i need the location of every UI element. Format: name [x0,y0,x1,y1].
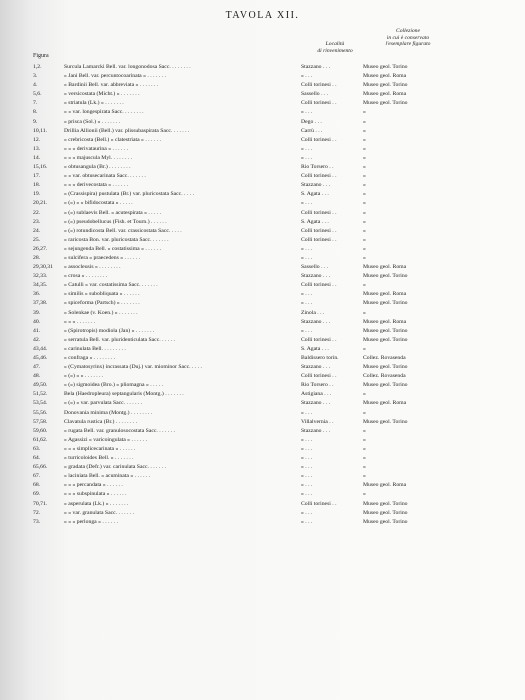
collection: Museo geol. Torino [363,364,408,371]
table-row [33,190,463,199]
collection: Museo geol. Roma [363,73,407,80]
species-name: » Solenkae (v. Koen.) » . . . . . . . [64,309,138,316]
species-name: » » » derivecostata » . . . . . . [64,182,129,189]
figure-number: 45,46. [33,355,48,361]
table-row [33,163,463,172]
locality: Stazzano . . . [301,400,331,407]
figure-number: 36. [33,291,41,298]
table-row [33,445,463,454]
collection: » [363,245,366,252]
table-row [33,281,463,290]
table-row [33,418,463,427]
locality: Baldissero torin. [301,355,339,361]
figure-number: 61,62. [33,436,48,443]
locality: » . . . [301,473,313,480]
species-name: » confraga » . . . . . . . . [64,355,116,361]
locality: » . . . [301,445,313,452]
collection: Museo geol. Roma [363,482,407,489]
locality: » . . . [301,464,313,471]
table-row [33,218,463,227]
collection: Museo geol. Torino [363,327,408,334]
species-name: » Agassizi » varicoingulata » . . . . . . [64,436,148,443]
collection: » [363,109,366,116]
figure-number: 24. [33,227,41,234]
figure-number: 13. [33,145,41,152]
figure-number: 10,11. [33,127,48,134]
collection: Museo geol. Torino [363,336,408,343]
figure-number: 25. [33,236,41,243]
table-row [33,390,463,399]
locality: Zinola . . . [301,309,325,316]
table-row [33,336,463,345]
table-row [33,245,463,254]
table-row [33,481,463,490]
table-row [33,254,463,263]
figure-number: 68. [33,482,41,489]
species-name: » Jani Bell. var. percuntocoarinata » . . . . . . . [64,73,166,80]
collection: Museo geol. Torino [363,500,408,507]
figure-number: 43,44. [33,345,48,352]
header-collezione-line1: Collezione [396,28,420,34]
species-name: Surcula Lamarcki Bell. var. longonodosa Sacc. . . . . . . . [64,64,191,70]
figure-number: 65,66. [33,464,48,471]
locality: Stazzano . . . [301,364,331,371]
locality: S. Agata . . . [301,191,329,198]
table-row [33,372,463,381]
table-row [33,509,463,518]
table-row [33,409,463,418]
locality: » . . . [301,254,313,261]
locality: Stazzano . . . [301,182,331,189]
table-row [33,454,463,463]
collection: » [363,473,366,480]
figure-number: 7. [33,100,38,107]
table-row [33,127,463,136]
collection: » [363,464,366,471]
species-name: » (Cymatosyrinx) incrassata (Duj.) var. miominor Sacc. . . . . [64,364,202,371]
collection: » [363,227,366,234]
collection: Museo geol. Torino [363,64,408,70]
collection: » [363,491,366,498]
collection: Museo geol. Roma [363,264,407,271]
species-name: » serratula Bell. var. pluridenticulata Sacc. . . . . . [64,336,175,343]
collection: Museo geol. Torino [363,382,408,389]
table-row [33,327,463,336]
collection: Museo geol. Roma [363,91,407,98]
locality: » . . . [301,327,313,334]
collection: Museo geol. Torino [363,509,408,516]
collection: » [363,127,366,134]
collection: » [363,191,366,198]
table-row [33,145,463,154]
locality: Astigiana . . . [301,391,332,398]
header-localita-line2: di rinvenimento [317,47,353,54]
figure-number: 18. [33,182,41,189]
table-row [33,154,463,163]
table-row [33,272,463,281]
table-row [33,181,463,190]
locality: » . . . [301,455,313,462]
table-row [33,199,463,208]
header-collezione-line2: in cui è conservato [386,34,430,41]
species-name: » prisca (Sol.) » . . . . . . . [64,118,121,125]
locality: Carrù . . . [301,127,323,134]
locality: Colli torinesi . . [301,336,337,343]
locality: Colli torinesi . . [301,173,337,180]
locality: » . . . [301,518,313,525]
figure-number: 1,2. [33,64,42,70]
table-row [33,381,463,390]
species-name: » » var. obtusecarinata Sacc. . . . . . . [64,173,146,180]
table-row [33,99,463,108]
species-name: » (») » » . . . . . . . [64,373,104,380]
collection: » [363,118,366,125]
species-name: » (») sigmoidea (Bro.) » pliomagna » . . . . . [64,382,164,389]
species-name: » turricoloides Bell. » . . . . . . . [64,455,134,462]
locality: » . . . [301,109,313,116]
species-name: Donovania minima (Montg.) . . . . . . . . [64,409,153,416]
collection: » [363,445,366,452]
species-name: » » » majuscula Myl. . . . . . . . [64,154,133,161]
figure-number: 57,58. [33,418,48,425]
species-name: » (») sublaevis Bell. » acutespirata » . . . . . [64,209,162,216]
table-row [33,81,463,90]
locality: Colli torinesi . . [301,373,337,380]
table-row [33,399,463,408]
collection: » [363,154,366,161]
figure-number: 34,35. [33,282,48,289]
page-title: TAVOLA XII. [225,10,300,21]
collection: » [363,427,366,434]
header-localita [300,41,370,54]
table-row [33,299,463,308]
figure-number: 63. [33,445,41,452]
species-name: » laciniata Bell. » acuminata » . . . . . . [64,473,151,480]
collection: » [363,164,366,171]
collection: » [363,200,366,207]
figure-number: 12. [33,136,41,143]
figure-number: 72. [33,509,41,516]
locality: Rio Torsero . . [301,382,334,389]
collection: » [363,309,366,316]
locality: Sassello . . . [301,264,329,271]
figure-number: 59,60. [33,427,48,434]
collection: » [363,182,366,189]
figure-number: 22. [33,209,41,216]
species-name: » Bardinii Bell. var. abbreviata » . . . . . . . [64,82,159,89]
table-row [33,118,463,127]
figure-number: 55,56. [33,409,48,416]
figure-number: 28. [33,254,41,261]
figure-number: 51,52. [33,391,48,398]
figure-number: 70,71. [33,500,48,507]
species-name: » gradata (Defr.) var. carinulata Sacc. . . . . . . [64,464,167,471]
collection: » [363,391,366,398]
species-name: » rugata Bell. var. granulosocostata Sacc. . . . . . . [64,427,175,434]
figure-number: 23. [33,218,41,225]
locality: » . . . [301,245,313,252]
collection: Museo geol. Roma [363,318,407,325]
figure-number: 39. [33,309,41,316]
species-name: » raricosta Bon. var. pluricostata Sacc. . . . . . . [64,236,169,243]
figure-number: 37,38. [33,300,48,307]
table-row [33,108,463,117]
table-row [33,490,463,499]
table-row [33,354,463,363]
species-name: » obtusangula (Br.) . . . . . . . . [64,164,131,171]
locality: Colli torinesi . . [301,82,337,89]
species-name: » (Crassispira) pustulata (Br.) var. pluricostata Sacc. . . . . [64,191,194,198]
species-name: » » » . . . . . . . [64,318,96,325]
table-row [33,318,463,327]
locality: Rio Torsero . . [301,164,334,171]
species-name: » » var. granulata Sacc. . . . . . . [64,509,135,516]
species-name: » Catulli » var. costatissima Sacc. . . . . . . [64,282,158,289]
figure-number: 53,54. [33,400,48,407]
header-figura: Figura [33,53,49,59]
species-name: » striatula (Lk.) » . . . . . . . [64,100,124,107]
locality: Sassello . . . [301,91,329,98]
plate-table [33,63,463,527]
collection: Museo geol. Roma [363,291,407,298]
table-row [33,309,463,318]
species-name: » (») » var. parvulata Sacc. . . . . . . [64,400,143,407]
species-name: Clavatula rustica (Br.) . . . . . . . . [64,418,138,425]
figure-number: 8. [33,109,38,116]
species-name: » sejungenda Bell. » costatissima » . . . . . . [64,245,161,252]
table-row [33,500,463,509]
figure-number: 17. [33,173,41,180]
collection: Museo geol. Torino [363,518,408,525]
locality: S. Agata . . . [301,345,329,352]
collection: » [363,145,366,152]
locality: Villalvernia . . [301,418,334,425]
collection: Museo geol. Roma [363,400,407,407]
figure-number: 48. [33,373,41,380]
figure-number: 19. [33,191,41,198]
figure-number: 47. [33,364,41,371]
collection: » [363,436,366,443]
table-row [33,63,463,72]
collection: Museo geol. Torino [363,418,408,425]
collection: » [363,282,366,289]
locality: » . . . [301,409,313,416]
collection: » [363,218,366,225]
locality: Colli torinesi . . [301,282,337,289]
collection: » [363,409,366,416]
header-collezione [370,28,446,48]
header-localita-line1: Località [325,41,345,47]
species-name: Bela (Haedropleura) septangularis (Montg.) . . . . . . . [64,391,184,398]
table-row [33,72,463,81]
figure-number: 15,16. [33,164,48,171]
species-name: » » var. longespirata Sacc. . . . . . . . [64,109,144,116]
figure-number: 49,50. [33,382,48,389]
figure-number: 67. [33,473,41,480]
figure-number: 20,21. [33,200,48,207]
species-name: » carinulata Bell. . . . . . . . . [64,345,126,352]
locality: Stazzano . . . [301,318,331,325]
species-name: » versicostata (Micht.) » . . . . . . . [64,91,140,98]
table-row [33,427,463,436]
figure-number: 4. [33,82,38,89]
table-row [33,172,463,181]
locality: » . . . [301,200,313,207]
figure-number: 3. [33,73,38,80]
species-name: » sulcifera » praecedens » . . . . . . [64,254,141,261]
locality: » . . . [301,491,313,498]
locality: » . . . [301,291,313,298]
table-row [33,90,463,99]
figure-number: 64. [33,455,41,462]
figure-number: 69. [33,491,41,498]
table-row [33,227,463,236]
figure-number: 40. [33,318,41,325]
locality: Colli torinesi . . [301,236,337,243]
table-row [33,209,463,218]
locality: » . . . [301,300,313,307]
collection: Museo geol. Torino [363,300,408,307]
collection: Collez. Rovasenda [363,373,406,380]
locality: Colli torinesi . . [301,227,337,234]
species-name: » (») rotundicosta Bell. var. crassicostata Sacc. . . . . [64,227,182,234]
table-row [33,518,463,527]
locality: S. Agata . . . [301,218,329,225]
figure-number: 26,27. [33,245,48,252]
species-name: » (Spirotropis) modiola (Jan) » . . . . . . . [64,327,155,334]
locality: Colli torinesi . . [301,500,337,507]
figure-number: 9. [33,118,38,125]
table-row [33,236,463,245]
table-row [33,263,463,272]
collection: » [363,136,366,143]
collection: Museo geol. Torino [363,100,408,107]
species-name: » crebricosta (Bell.) » clatestriata » . . . . . . [64,136,161,143]
species-name: » » » perlonga » . . . . . . [64,518,119,525]
locality: Colli torinesi . . [301,209,337,216]
table-row [33,463,463,472]
species-name: » similis » subobliquata » . . . . . . [64,291,140,298]
locality: » . . . [301,145,313,152]
locality: » . . . [301,509,313,516]
figure-number: 29,30,31 [33,264,53,271]
species-name: » assocleusis » . . . . . . . . [64,264,121,271]
locality: Colli torinesi . . [301,100,337,107]
figure-number: 5,6. [33,91,42,98]
species-name: » (») pseudobellucus (Fish. et Tourn.) . . . . . . [64,218,167,225]
locality: » . . . [301,436,313,443]
species-name: » » » percandata » . . . . . . [64,482,123,489]
collection: Museo geol. Torino [363,273,408,280]
species-name: » » » subspinulata » . . . . . . [64,491,127,498]
figure-number: 32,33. [33,273,48,280]
header-collezione-line3: l'esemplare figurato [385,41,431,48]
collection: Museo geol. Torino [363,82,408,89]
species-name: » asperulata (Lk.) » . . . . . . . [64,500,129,507]
table-row [33,345,463,354]
species-name: » » » derivataurina » . . . . . . [64,145,129,152]
table-row [33,472,463,481]
locality: Stazzano . . . [301,427,331,434]
species-name: » crosa » . . . . . . . . [64,273,108,280]
figure-number: 73. [33,518,41,525]
locality: » . . . [301,73,313,80]
species-name: » » » simplicecarinata » . . . . . . [64,445,136,452]
species-name: » (») » » bifidocostata » . . . . . [64,200,133,207]
locality: Colli torinesi . . [301,136,337,143]
collection: » [363,236,366,243]
collection: » [363,455,366,462]
figure-number: 14. [33,154,41,161]
collection: Collez. Rovasenda [363,355,406,361]
figure-number: 41. [33,327,41,334]
table-row [33,290,463,299]
locality: » . . . [301,154,313,161]
collection: » [363,173,366,180]
collection: » [363,209,366,216]
collection: » [363,345,366,352]
locality: Dego . . . [301,118,322,125]
figure-number: 42. [33,336,41,343]
locality: Stazzano . . . [301,64,331,70]
species-name: » spiceforma (Partsch) » . . . . . . . [64,300,140,307]
locality: » . . . [301,482,313,489]
locality: Stazzano . . . [301,273,331,280]
table-row [33,436,463,445]
table-row [33,136,463,145]
species-name: Drillia Allionii (Bell.) var. plissubaspirata Sacc. . . . . . . [64,127,190,134]
table-row [33,363,463,372]
collection: » [363,254,366,261]
